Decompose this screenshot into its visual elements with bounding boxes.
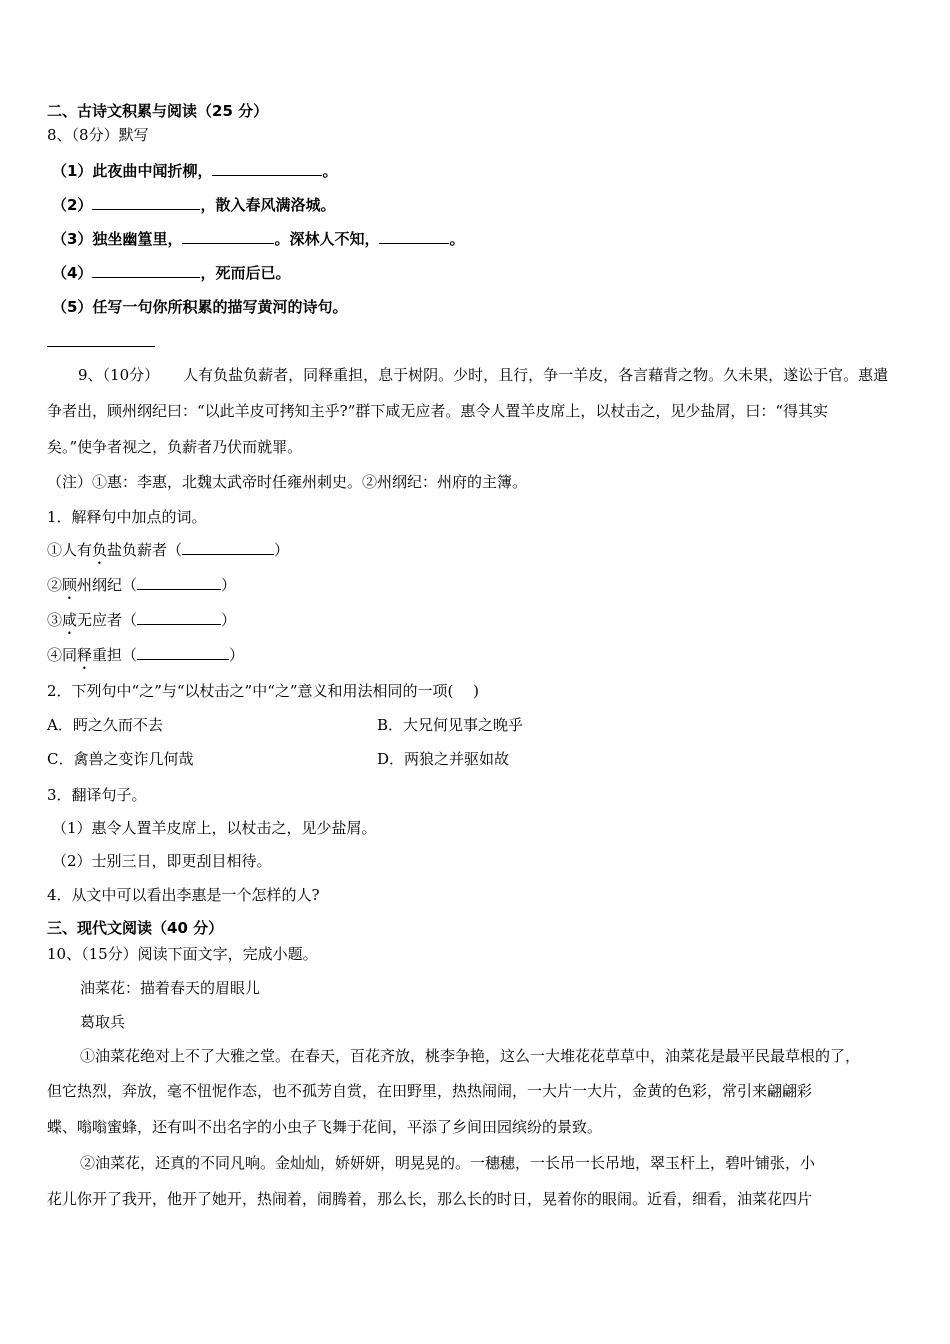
- q9-passage-line-2: 争者出，顾州纲纪曰：“以此羊皮可拷知主乎?”群下咸无应者。惠令人置羊皮席上，以杖击之，见少盐屑，曰：“得其实: [47, 402, 829, 420]
- option-b[interactable]: B．大兄何见事之晚乎: [377, 716, 524, 734]
- q9-passage-line-1: 9、（10分） 人有负盐负薪者，同释重担，息于树阴。少时，且行，争一羊皮，各言藉背之物。久未果，遂讼于官。惠遣: [78, 366, 889, 384]
- paragraph-1-line-1: ①油菜花绝对上不了大雅之堂。在春天，百花齐放，桃李争艳，这么一大堆花花草草中，油菜花是最平民最草根的了，: [80, 1047, 861, 1065]
- q9-sub2-prompt: 2．下列句中“之”与“以杖击之”中“之”意义和用法相同的一项( ): [47, 682, 480, 700]
- answer-blank[interactable]: [379, 229, 449, 244]
- q9-sub1-item-1: ①人有负盐负薪者（ ）: [47, 541, 290, 559]
- answer-blank[interactable]: [137, 610, 221, 625]
- q9-note: （注）①惠：李惠，北魏太武帝时任雍州刺史。②州纲纪：州府的主簿。: [47, 473, 528, 491]
- paragraph-2-line-2: 花儿你开了我开，他开了她开，热闹着，闹腾着，那么长，那么长的时日，晃着你的眼闹。近看，细看，油菜花四片: [47, 1190, 813, 1208]
- q9-sub3-item-1: （1）惠令人置羊皮席上，以杖击之，见少盐屑。: [52, 819, 377, 837]
- q9-passage-line-3: 矣。”使争者视之，负薪者乃伏而就罪。: [47, 438, 303, 456]
- paragraph-2-line-1: ②油菜花，还真的不同凡响。金灿灿，娇妍妍，明晃晃的。一穗穗，一长吊一长吊地，翠玉杆上，碧叶铺张，小: [80, 1154, 816, 1172]
- q9-sub4-prompt: 4．从文中可以看出李惠是一个怎样的人?: [47, 886, 320, 904]
- q8-item-5: （5）任写一句你所积累的描写黄河的诗句。: [52, 298, 348, 316]
- q9-sub1-prompt: 1．解释句中加点的词。: [47, 508, 207, 526]
- answer-blank[interactable]: [182, 229, 274, 244]
- answer-blank[interactable]: [137, 645, 229, 660]
- q9-sub1-item-2: ②顾州纲纪（ ）: [47, 576, 237, 594]
- answer-line[interactable]: [47, 346, 155, 347]
- q9-sub1-item-3: ③咸无应者（ ）: [47, 611, 237, 629]
- answer-blank[interactable]: [92, 263, 200, 278]
- paragraph-1-line-3: 蝶、嗡嗡蜜蜂，还有叫不出名字的小虫子飞舞于花间，平添了乡间田园缤纷的景致。: [47, 1118, 603, 1136]
- option-c[interactable]: C．禽兽之变诈几何哉: [47, 750, 194, 768]
- q8-item-1: （1）此夜曲中闻折柳， 。: [52, 162, 338, 180]
- section-2-heading: 二、古诗文积累与阅读（25 分）: [47, 102, 269, 120]
- paragraph-1-line-2: 但它热烈，奔放，毫不忸怩作态，也不孤芳自赏，在田野里，热热闹闹，一大片一大片，金黄的色彩，常引来翩翩彩: [47, 1082, 813, 1100]
- q10-title: 10、（15分）阅读下面文字，完成小题。: [47, 945, 318, 963]
- answer-blank[interactable]: [92, 195, 200, 210]
- q9-sub3-prompt: 3．翻译句子。: [47, 786, 147, 804]
- option-a[interactable]: A．眄之久而不去: [47, 716, 163, 734]
- answer-blank[interactable]: [182, 540, 274, 555]
- q8-item-2: （2） ，散入春风满洛城。: [52, 196, 336, 214]
- option-d[interactable]: D．两狼之并驱如故: [377, 750, 510, 768]
- q8-title: 8、（8分）默写: [47, 126, 149, 144]
- q9-sub1-item-4: ④同释重担（ ）: [47, 646, 245, 664]
- answer-blank[interactable]: [137, 575, 221, 590]
- q8-item-3: （3）独坐幽篁里， 。深林人不知， 。: [52, 230, 465, 248]
- q9-sub3-item-2: （2）士别三日，即更刮目相待。: [52, 852, 272, 870]
- article-title: 油菜花：描着春天的眉眼儿: [80, 979, 261, 997]
- answer-blank[interactable]: [212, 161, 322, 176]
- q8-item-4: （4） ，死而后已。: [52, 264, 291, 282]
- article-author: 葛取兵: [80, 1013, 126, 1031]
- section-3-heading: 三、现代文阅读（40 分）: [47, 919, 224, 937]
